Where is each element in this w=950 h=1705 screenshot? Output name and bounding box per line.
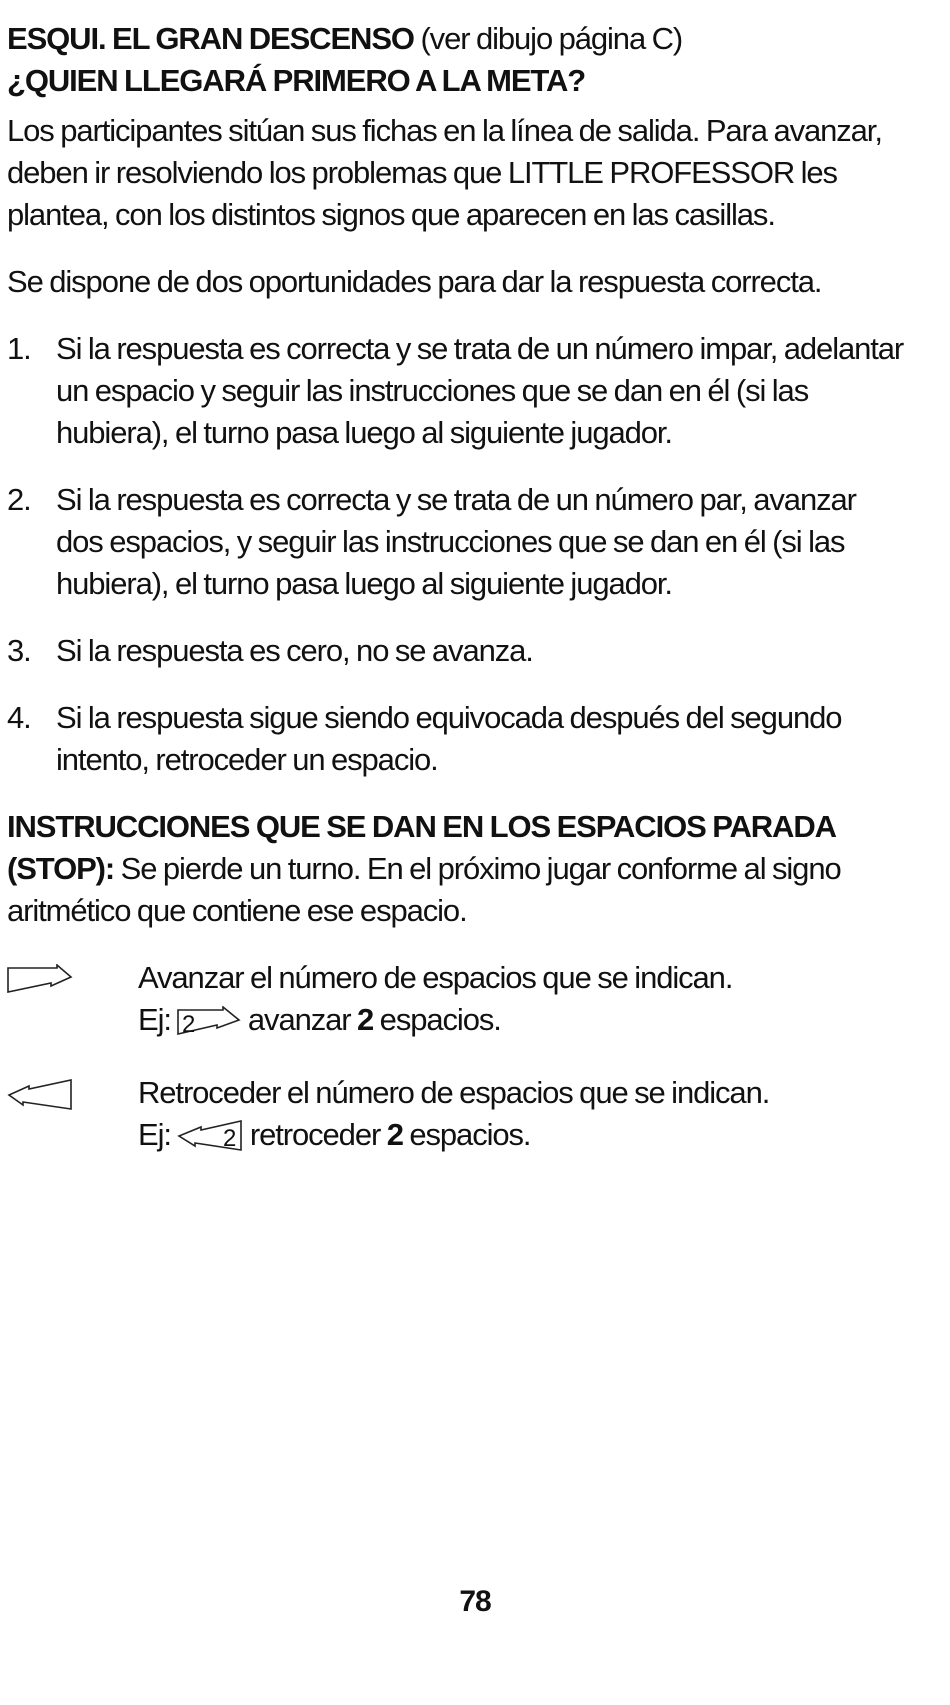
backward-arrow-text: [138, 1072, 907, 1162]
forward-example-count: 2: [357, 1002, 374, 1037]
stop-text: Se pierde un turno. En el próximo jugar conforme al signo aritmético que contiene ese espacio.: [7, 851, 841, 928]
list-item-text: Si la respuesta es cero, no se avanza.: [56, 633, 533, 668]
list-item-number: 4.: [7, 700, 31, 735]
section-title: [7, 18, 907, 60]
list-item: [7, 630, 907, 672]
backward-example: [138, 1114, 907, 1162]
right-arrow-example-icon: [177, 1005, 241, 1047]
forward-description: Avanzar el número de espacios que se indican.: [138, 960, 733, 995]
backward-example-count: 2: [386, 1117, 403, 1152]
list-item-text: Si la respuesta es correcta y se trata de un número impar, adelantar un espacio y seguir las instrucciones que se dan en él (si las hubiera), el turno pasa luego al siguiente jugador.: [56, 331, 904, 450]
forward-example-digit: 2: [182, 1011, 195, 1036]
forward-arrow-row: [7, 957, 907, 1047]
backward-example-verb: retroceder: [243, 1117, 387, 1152]
backward-example-unit: espacios.: [402, 1117, 531, 1152]
title-bold: ESQUI. EL GRAN DESCENSO: [7, 21, 414, 56]
document-page: [7, 18, 907, 1162]
backward-example-digit: 2: [223, 1125, 236, 1151]
list-item-number: 3.: [7, 633, 31, 668]
page-number: 78: [459, 1585, 491, 1618]
list-item-text: Si la respuesta sigue siendo equivocada después del segundo intento, retroceder un espacio.: [56, 700, 842, 777]
forward-example-verb: avanzar: [241, 1002, 358, 1037]
backward-example-prefix: Ej:: [138, 1117, 178, 1152]
stop-paragraph: [7, 806, 907, 932]
list-item-text: Si la respuesta es correcta y se trata de un número par, avanzar dos espacios, y seguir las instrucciones que se dan en él (si las hubiera), el turno pasa luego al siguiente jugador.: [56, 482, 856, 601]
forward-example: [138, 999, 907, 1047]
forward-example-unit: espacios.: [373, 1002, 501, 1037]
right-arrow-icon: [7, 957, 138, 1047]
forward-arrow-text: [138, 957, 907, 1047]
intro-paragraph: Los participantes sitúan sus fichas en la línea de salida. Para avanzar, deben ir resolviendo los problemas que LITTLE PROFESSOR les plantea, con los distintos signos que aparecen en las casillas.: [7, 113, 882, 232]
left-arrow-example-icon: [177, 1119, 243, 1162]
list-item: [7, 697, 907, 781]
section-subtitle: ¿QUIEN LLEGARÁ PRIMERO A LA META?: [7, 63, 586, 98]
stop-heading: INSTRUCCIONES QUE SE DAN EN LOS ESPACIOS PARADA (STOP):: [7, 809, 835, 886]
list-item-number: 1.: [7, 331, 31, 366]
forward-example-prefix: Ej:: [138, 1002, 178, 1037]
backward-arrow-row: [7, 1072, 907, 1162]
backward-description: Retroceder el número de espacios que se indican.: [138, 1075, 770, 1110]
list-item: [7, 328, 907, 454]
list-item-number: 2.: [7, 482, 31, 517]
rules-list: [7, 328, 907, 781]
list-item: [7, 479, 907, 605]
left-arrow-icon: [7, 1072, 138, 1162]
title-note: (ver dibujo página C): [413, 21, 683, 56]
opportunities-paragraph: Se dispone de dos oportunidades para dar la respuesta correcta.: [7, 264, 822, 299]
